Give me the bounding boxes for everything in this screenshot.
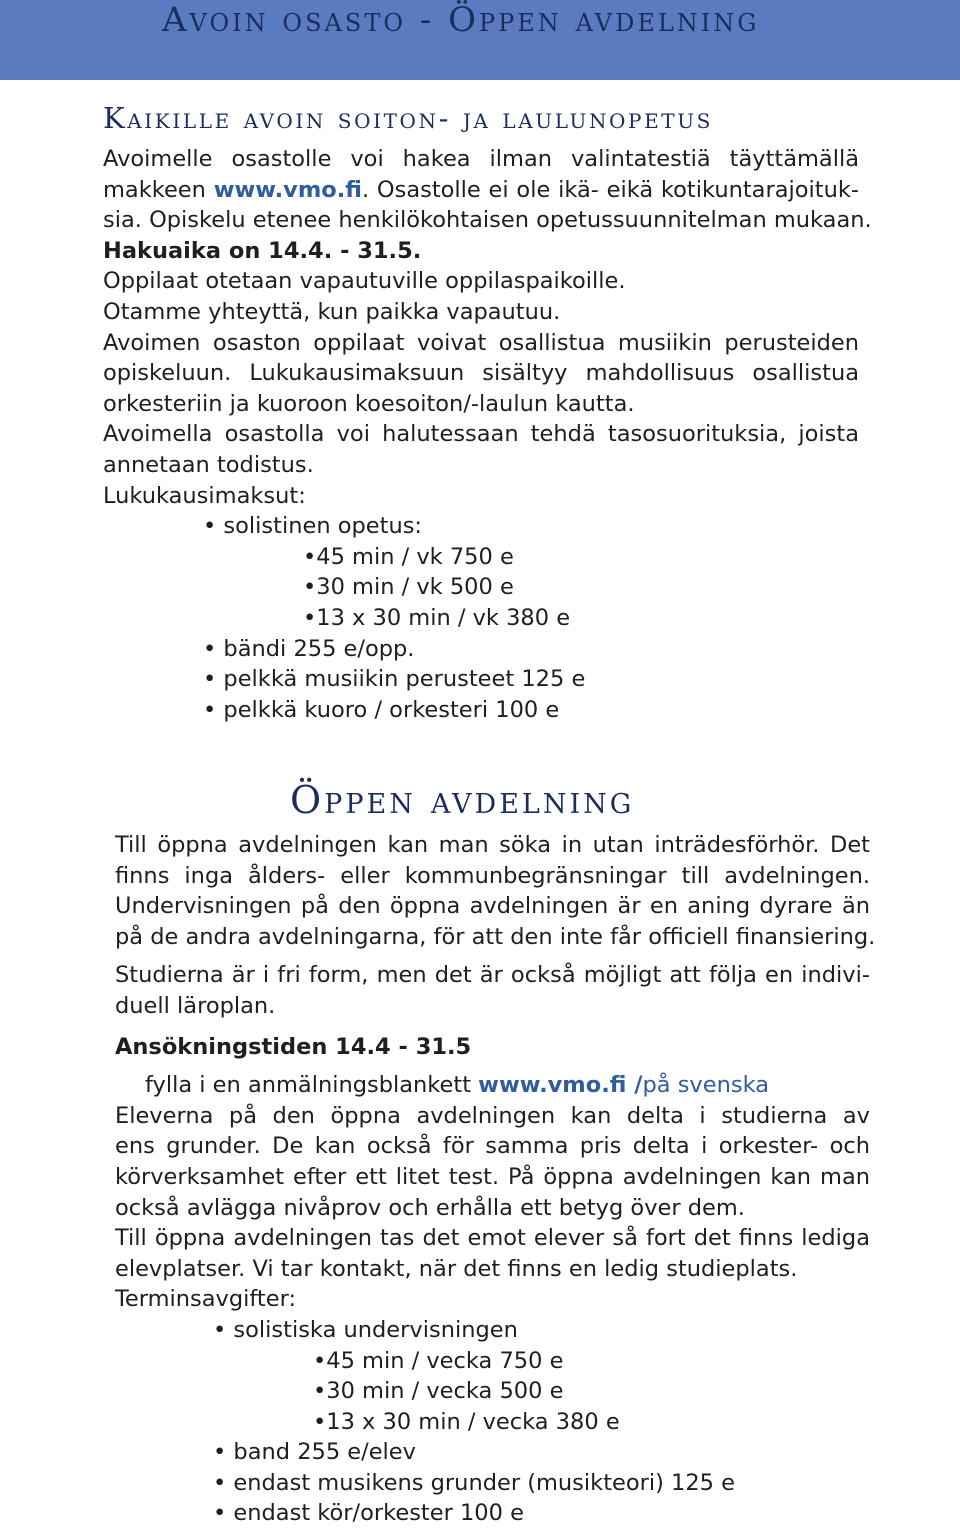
paragraph-line: Otamme yhteyttä, kun paikka vapautuu.: [103, 298, 561, 325]
swedish-section-heading: Öppen avdelning: [290, 778, 635, 822]
paragraph-line: [103, 175, 859, 206]
fee-subitem: •30 min / vecka 500 e: [313, 1378, 564, 1405]
website-link[interactable]: www.vmo.fi: [213, 176, 362, 203]
paragraph-line: finns inga ålders- eller kommunbegränsningar till avdelningen.: [115, 862, 870, 889]
spacer: [115, 952, 870, 960]
fee-item: • band 255 e/elev: [213, 1439, 416, 1466]
header-banner: [0, 0, 960, 80]
application-period: Hakuaika on 14.4. - 31.5.: [103, 237, 422, 264]
fee-subitem: •45 min / vk 750 e: [303, 543, 514, 570]
paragraph-line: annetaan todistus.: [103, 451, 314, 478]
finnish-section: [103, 144, 872, 725]
spacer: [115, 1022, 870, 1032]
swedish-link[interactable]: på svenska: [642, 1072, 769, 1099]
paragraph-line: ens grunder. De kan också för samma pris delta i orkester- och: [115, 1133, 870, 1160]
paragraph-line: också avlägga nivåprov och erhålla ett betyg över dem.: [115, 1194, 745, 1221]
text-fragment: . Osastolle ei ole ikä- eikä kotikuntarajoituk-: [361, 176, 859, 203]
fee-subitem: •13 x 30 min / vecka 380 e: [313, 1408, 620, 1435]
paragraph-line: Oppilaat otetaan vapautuville oppilaspaikoille.: [103, 268, 626, 295]
fees-label: Terminsavgifter:: [115, 1286, 297, 1313]
finnish-section-heading: Kaikille avoin soiton- ja laulunopetus: [103, 101, 713, 135]
paragraph-line: Studierna är i fri form, men det är också möjligt att följa en indivi-: [115, 962, 870, 989]
paragraph-line: Avoimelle osastolle voi hakea ilman valintatestiä täyttämällä: [103, 146, 859, 172]
text-fragment: fylla i en anmälningsblankett: [145, 1072, 479, 1099]
paragraph-line: på de andra avdelningarna, för att den inte får officiell finansiering.: [115, 923, 876, 950]
fees-label: Lukukausimaksut:: [103, 482, 306, 509]
text-fragment: makkeen: [103, 176, 214, 203]
fee-item: • pelkkä kuoro / orkesteri 100 e: [203, 696, 560, 723]
fee-subitem: •45 min / vecka 750 e: [313, 1347, 564, 1374]
swedish-section: [115, 830, 876, 1529]
paragraph-line: duell läroplan.: [115, 992, 276, 1019]
spacer: [115, 1062, 870, 1070]
fee-item: • endast musikens grunder (musikteori) 125 e: [213, 1469, 735, 1496]
fee-item: • pelkkä musiikin perusteet 125 e: [203, 666, 586, 693]
fee-item: • bändi 255 e/opp.: [203, 635, 415, 662]
website-link[interactable]: www.vmo.fi /: [478, 1072, 643, 1099]
paragraph-line: orkesteriin ja kuoroon koesoiton/-laulun kautta.: [103, 390, 635, 417]
paragraph-line: Till öppna avdelningen tas det emot elever så fort det finns lediga: [115, 1225, 870, 1252]
paragraph-line: Till öppna avdelningen kan man söka in utan inträdesförhör. Det: [115, 832, 870, 858]
paragraph-line: elevplatser. Vi tar kontakt, när det finns en ledig studieplats.: [115, 1255, 798, 1282]
paragraph-line: sia. Opiskelu etenee henkilökohtaisen opetussuunnitelman mukaan.: [103, 207, 872, 234]
paragraph-line: [115, 1070, 870, 1101]
paragraph-line: opiskeluun. Lukukausimaksuun sisältyy mahdollisuus osallistua: [103, 360, 859, 387]
paragraph-line: Avoimen osaston oppilaat voivat osallistua musiikin perusteiden: [103, 329, 859, 356]
fee-item: • solistinen opetus:: [203, 513, 423, 540]
fee-item: • solistiska undervisningen: [213, 1316, 518, 1343]
paragraph-line: Undervisningen på den öppna avdelningen är en aning dyrare än: [115, 893, 870, 920]
fee-item: • endast kör/orkester 100 e: [213, 1500, 524, 1527]
fee-subitem: •30 min / vk 500 e: [303, 574, 514, 601]
paragraph-line: Eleverna på den öppna avdelningen kan delta i studierna av: [115, 1102, 870, 1129]
paragraph-line: körverksamhet efter ett litet test. På öppna avdelningen kan man: [115, 1163, 870, 1190]
paragraph-line: Avoimella osastolla voi halutessaan tehdä tasosuorituksia, joista: [103, 421, 859, 448]
fee-subitem: •13 x 30 min / vk 380 e: [303, 604, 571, 631]
page-title: Avoin osasto - Öppen avdelning: [162, 0, 760, 40]
application-period: Ansökningstiden 14.4 - 31.5: [115, 1033, 472, 1060]
